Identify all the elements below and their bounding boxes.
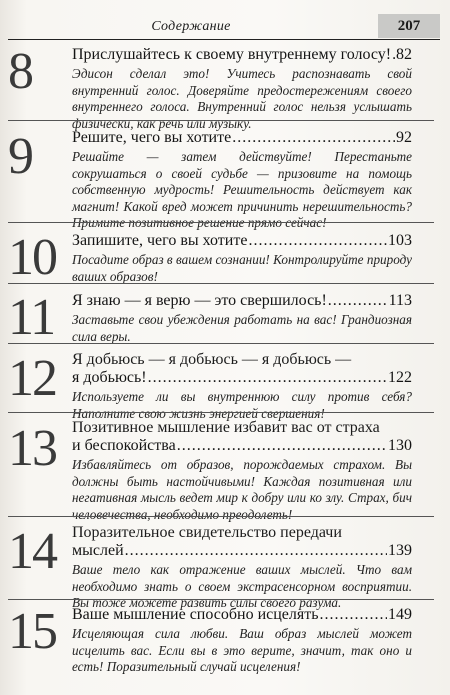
chapter-page: 82	[396, 46, 412, 63]
chapter-page: 103	[388, 232, 412, 249]
chapter-title: Запишите, чего вы хотите	[72, 232, 248, 249]
chapter-page: 130	[388, 437, 412, 454]
chapter-title: Я знаю — я верю — это свершилось!	[72, 292, 327, 309]
leader-dots	[392, 46, 395, 64]
chapter-number: 13	[8, 420, 56, 477]
chapter-title: Ваше мышление способно исцелять	[72, 606, 319, 623]
chapter-number: 8	[8, 43, 32, 100]
chapter-title-line	[72, 369, 412, 387]
chapter-page: 113	[388, 292, 412, 309]
leader-dots	[177, 437, 387, 455]
chapter-description: Используете ли вы внутреннюю силу против себя? Наполните свою жизнь энергией свершения!	[72, 389, 412, 421]
header-rule	[8, 39, 440, 40]
chapter-title-line-1: Позитивное мышление избавит вас от страха	[72, 419, 380, 436]
chapter-title-line	[72, 542, 412, 560]
chapter-description: Избавляйтесь от образов, порождаемых страхом. Вы должны быть настойчивыми! Каждая позитивная или негативная мысль ведет мир к добру или ко злу. Страх, бич человечества, необходимо преодолеть!	[72, 457, 412, 522]
chapter-title-line	[72, 292, 412, 310]
chapter-number: 14	[8, 523, 56, 580]
entry-separator	[8, 120, 434, 121]
entry-separator	[8, 599, 434, 600]
chapter-number: 10	[8, 229, 56, 286]
chapter-title: Решите, чего вы хотите	[72, 129, 232, 146]
chapter-number: 11	[8, 289, 55, 346]
chapter-title: мыслей	[72, 542, 124, 559]
chapter-title-line-1: Поразительное свидетельство передачи	[72, 524, 342, 541]
chapter-page: 149	[388, 606, 412, 623]
chapter-title: я добьюсь!	[72, 369, 147, 386]
leader-dots	[248, 232, 387, 250]
chapter-title-line	[72, 129, 412, 147]
entry-separator	[8, 283, 434, 284]
leader-dots	[320, 606, 387, 624]
chapter-page: 139	[388, 542, 412, 559]
leader-dots	[125, 542, 387, 560]
header-title: Содержание	[151, 19, 231, 34]
chapter-title-line	[72, 46, 412, 64]
chapter-title-line	[72, 606, 412, 624]
chapter-number: 15	[8, 603, 56, 660]
chapter-description: Заставьте свои убеждения работать на вас! Грандиозная сила веры.	[72, 312, 412, 344]
entry-separator	[8, 222, 434, 223]
entry-separator	[8, 412, 434, 413]
chapter-description: Ваше тело как отражение ваших мыслей. Что вам необходимо знать о своем экстрасенсорном восприятии. Вы тоже можете развить силы своего разума.	[72, 562, 412, 610]
chapter-description: Исцеляющая сила любви. Ваш образ мыслей может исцелить вас. Если вы в это верите, значит, так оно и есть! Поразительный случай исцеления!	[72, 626, 412, 674]
chapter-page: 122	[388, 369, 412, 386]
entry-separator	[8, 343, 434, 344]
chapter-title-line-1: Я добьюсь — я добьюсь — я добьюсь —	[72, 351, 352, 368]
chapter-title: и беспокойства	[72, 437, 176, 454]
chapter-number: 9	[8, 128, 32, 185]
chapter-description: Эдисон сделал это! Учитесь распознавать свой внутренний голос. Доверяйте предостережениям своего внутреннего голоса. Внутренний голос нельзя услышать физически, как речь или музыку.	[72, 66, 412, 131]
chapter-title-line	[72, 437, 412, 455]
chapter-title: Прислушайтесь к своему внутреннему голосу!	[72, 46, 392, 63]
running-header	[8, 14, 444, 40]
chapter-description: Решайте — затем действуйте! Перестаньте сокрушаться о своей судьбе — призовите на помощь собственную мудрость! Решительность действует как магнит! Какой вред может причинить нерешительность? Примите позитивное решение прямо сейчас!	[72, 149, 412, 230]
chapter-number: 12	[8, 350, 56, 407]
leader-dots	[328, 292, 388, 310]
header-page-number: 207	[378, 14, 440, 38]
chapter-title-line	[72, 232, 412, 250]
leader-dots	[148, 369, 387, 387]
chapter-page: 92	[396, 129, 412, 146]
chapter-description: Посадите образ в вашем сознании! Контролируйте природу ваших образов!	[72, 252, 412, 284]
leader-dots	[232, 129, 395, 147]
entry-separator	[8, 516, 434, 517]
